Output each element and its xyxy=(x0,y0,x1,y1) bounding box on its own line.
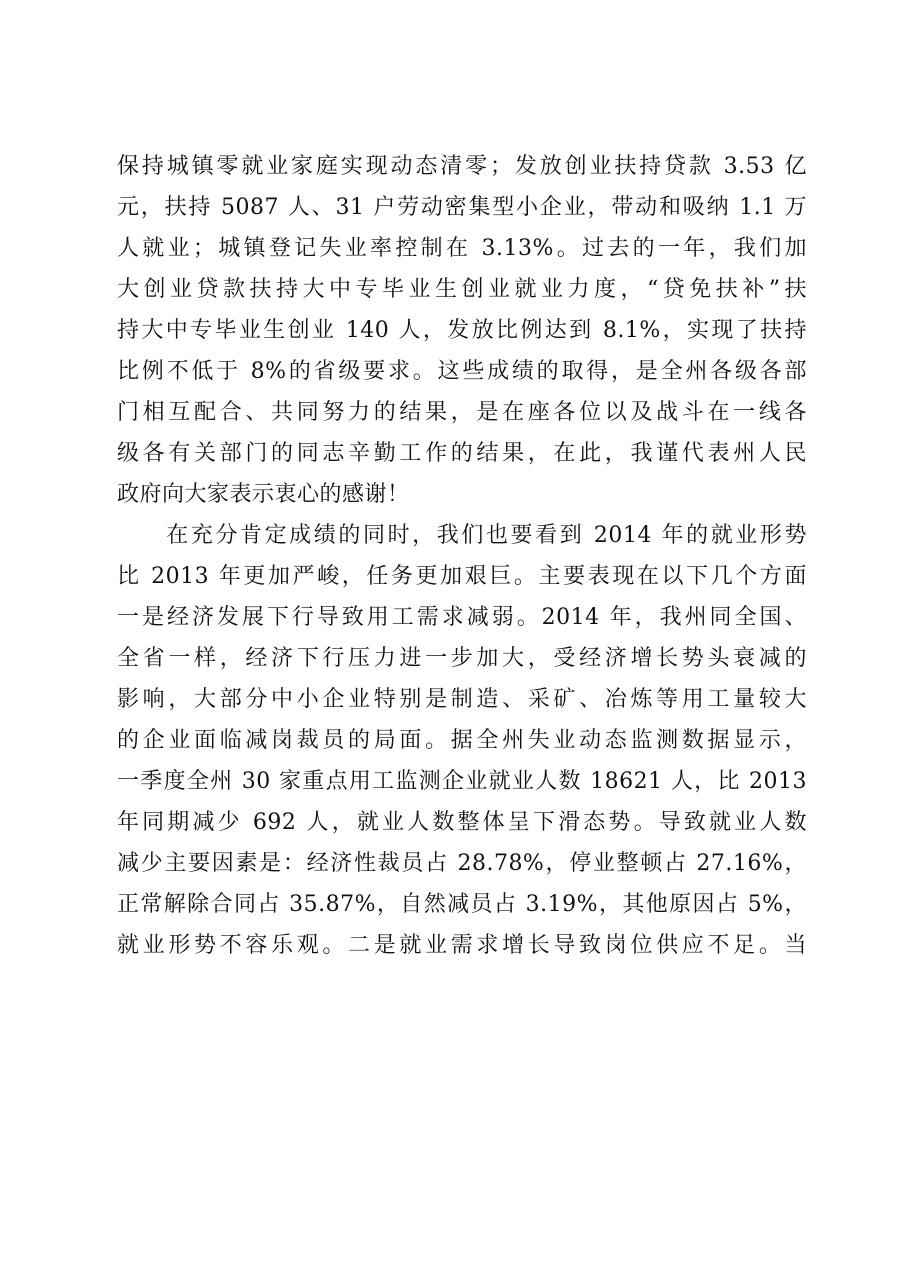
text-line: 人就业；城镇登记失业率控制在 3.13%。过去的一年，我们加 xyxy=(117,236,807,261)
text-line: 减少主要因素是：经济性裁员占 28.78%，停业整顿占 27.16%， xyxy=(117,851,807,876)
text-line: 一是经济发展下行导致用工需求减弱。2014 年，我州同全国、 xyxy=(117,605,807,630)
text-line: 在充分肯定成绩的同时，我们也要看到 2014 年的就业形势 xyxy=(117,523,807,548)
text-line: 元，扶持 5087 人、31 户劳动密集型小企业，带动和吸纳 1.1 万 xyxy=(117,195,807,220)
text-line: 门相互配合、共同努力的结果，是在座各位以及战斗在一线各 xyxy=(117,400,807,425)
text-line: 级各有关部门的同志辛勤工作的结果，在此，我谨代表州人民 xyxy=(117,441,807,466)
text-line: 大创业贷款扶持大中专毕业生创业就业力度，“贷免扶补”扶 xyxy=(117,277,807,302)
text-line: 年同期减少 692 人，就业人数整体呈下滑态势。导致就业人数 xyxy=(117,810,807,835)
text-line: 比例不低于 8%的省级要求。这些成绩的取得，是全州各级各部 xyxy=(117,359,807,384)
paragraph xyxy=(117,146,807,515)
paragraph xyxy=(117,515,807,966)
text-line: 正常解除合同占 35.87%，自然减员占 3.19%，其他原因占 5%， xyxy=(117,892,807,917)
body-text xyxy=(117,146,807,966)
text-line: 保持城镇零就业家庭实现动态清零；发放创业扶持贷款 3.53 亿 xyxy=(117,154,807,179)
text-line: 全省一样，经济下行压力进一步加大，受经济增长势头衰减的 xyxy=(117,646,807,671)
text-line: 持大中专毕业生创业 140 人，发放比例达到 8.1%，实现了扶持 xyxy=(117,318,807,343)
text-line: 就业形势不容乐观。二是就业需求增长导致岗位供应不足。当 xyxy=(117,933,807,958)
text-line: 的企业面临减岗裁员的局面。据全州失业动态监测数据显示， xyxy=(117,728,807,753)
text-line: 一季度全州 30 家重点用工监测企业就业人数 18621 人，比 2013 xyxy=(117,769,807,794)
text-line: 政府向大家表示衷心的感谢！ xyxy=(117,482,410,507)
text-line: 影响，大部分中小企业特别是制造、采矿、冶炼等用工量较大 xyxy=(117,687,807,712)
text-line: 比 2013 年更加严峻，任务更加艰巨。主要表现在以下几个方面 xyxy=(117,564,807,589)
